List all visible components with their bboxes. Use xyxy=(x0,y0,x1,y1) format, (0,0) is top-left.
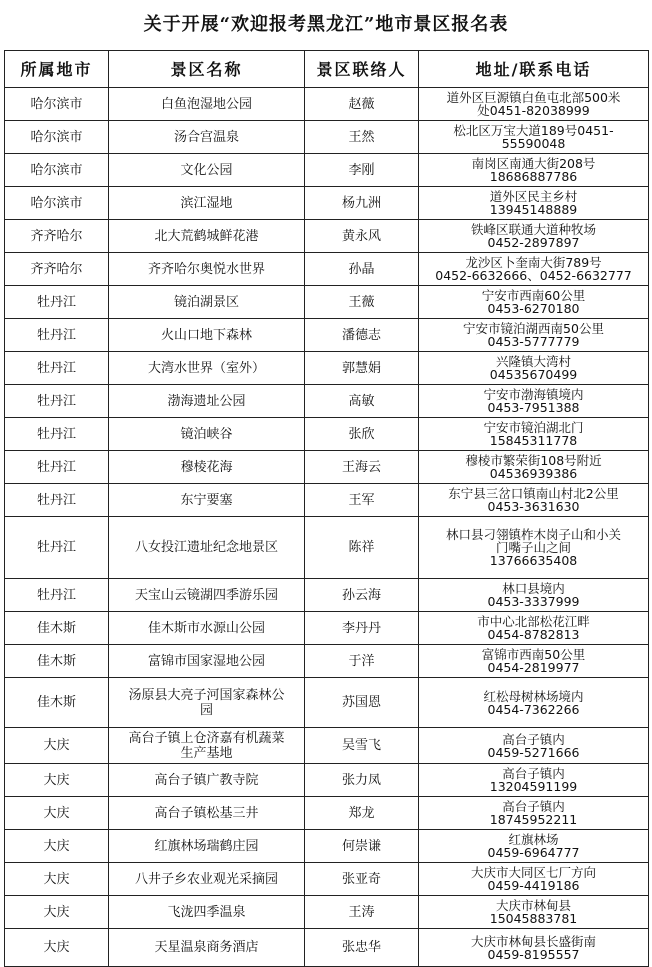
cell-scenic-name xyxy=(109,797,305,830)
cell-address-phone xyxy=(419,612,649,645)
cell-city: 齐齐哈尔 xyxy=(5,220,109,253)
cell-scenic-name xyxy=(109,352,305,385)
address-line: 富锦市西南50公里 xyxy=(481,647,586,662)
cell-scenic-name xyxy=(109,612,305,645)
cell-city: 牡丹江 xyxy=(5,385,109,418)
cell-city: 大庆 xyxy=(5,764,109,797)
scenic-name-line: 八井子乡农业观光采摘园 xyxy=(134,871,278,887)
address-line: 0453-3631630 xyxy=(487,499,580,514)
address-line: 13766635408 xyxy=(489,553,578,568)
cell-scenic-name xyxy=(109,319,305,352)
cell-scenic-name xyxy=(109,220,305,253)
cell-city: 大庆 xyxy=(5,863,109,896)
table-body xyxy=(5,88,649,967)
cell-contact: 李丹丹 xyxy=(305,612,419,645)
table-row xyxy=(5,154,649,187)
scenic-name-line: 富锦市国家湿地公园 xyxy=(147,653,265,669)
header-scenic-name: 景区名称 xyxy=(109,51,305,88)
page-title: 关于开展“欢迎报考黑龙江”地市景区报名表 xyxy=(143,14,509,35)
cell-address-phone xyxy=(419,764,649,797)
cell-scenic-name xyxy=(109,896,305,929)
cell-city: 牡丹江 xyxy=(5,579,109,612)
scenic-name-line: 生产基地 xyxy=(180,745,233,761)
cell-scenic-name xyxy=(109,929,305,967)
cell-scenic-name xyxy=(109,154,305,187)
address-line: 0459-8195557 xyxy=(487,946,580,962)
scenic-name-line: 镜泊湖景区 xyxy=(173,294,239,310)
cell-city: 大庆 xyxy=(5,728,109,764)
table-row xyxy=(5,484,649,517)
cell-address-phone xyxy=(419,645,649,678)
address-line: 高台子镇内 xyxy=(502,799,565,814)
cell-address-phone xyxy=(419,352,649,385)
address-line: 大庆市大同区七厂方向 xyxy=(470,865,596,880)
cell-contact: 李刚 xyxy=(305,154,419,187)
table-row xyxy=(5,612,649,645)
address-line: 穆棱市繁荣街108号附近 xyxy=(465,453,602,468)
cell-city: 大庆 xyxy=(5,797,109,830)
scenic-name-line: 渤海遗址公园 xyxy=(167,393,246,409)
cell-contact: 潘德志 xyxy=(305,319,419,352)
scenic-name-line: 飞泷四季温泉 xyxy=(167,904,246,920)
cell-city: 大庆 xyxy=(5,830,109,863)
cell-contact: 郭慧娟 xyxy=(305,352,419,385)
address-line: 04536939386 xyxy=(489,466,578,481)
cell-scenic-name xyxy=(109,451,305,484)
cell-city: 牡丹江 xyxy=(5,517,109,579)
cell-city: 大庆 xyxy=(5,929,109,967)
cell-scenic-name xyxy=(109,121,305,154)
cell-scenic-name xyxy=(109,253,305,286)
registration-table xyxy=(4,50,649,967)
address-line: 红旗林场 xyxy=(508,832,559,847)
cell-address-phone xyxy=(419,896,649,929)
table-row xyxy=(5,220,649,253)
cell-contact: 何崇谦 xyxy=(305,830,419,863)
scenic-name-line: 园 xyxy=(199,702,213,718)
scenic-name-line: 天星温泉商务酒店 xyxy=(154,940,259,955)
scenic-name-line: 八女投江遗址纪念地景区 xyxy=(134,540,278,555)
cell-contact: 孙晶 xyxy=(305,253,419,286)
table-row xyxy=(5,253,649,286)
cell-address-phone xyxy=(419,121,649,154)
table-row xyxy=(5,385,649,418)
cell-scenic-name xyxy=(109,579,305,612)
cell-contact: 高敏 xyxy=(305,385,419,418)
address-line: 13945148889 xyxy=(489,202,578,217)
table-row xyxy=(5,645,649,678)
address-line: 铁峰区联通大道种牧场 xyxy=(470,222,596,237)
cell-address-phone xyxy=(419,863,649,896)
cell-contact: 王涛 xyxy=(305,896,419,929)
table-row xyxy=(5,88,649,121)
table-row xyxy=(5,728,649,764)
scenic-name-line: 滨江湿地 xyxy=(180,195,233,211)
cell-city: 牡丹江 xyxy=(5,484,109,517)
cell-contact: 杨九洲 xyxy=(305,187,419,220)
scenic-name-line: 汤原县大亮子河国家森林公 xyxy=(128,687,285,703)
scenic-name-line: 高台子镇松基三井 xyxy=(154,805,259,821)
scenic-name-line: 北大荒鹤城鲜花港 xyxy=(154,228,259,244)
address-line: 松北区万宝大道189号0451- xyxy=(453,123,614,138)
cell-address-phone xyxy=(419,319,649,352)
cell-scenic-name xyxy=(109,286,305,319)
cell-contact: 王然 xyxy=(305,121,419,154)
address-line: 0453-6270180 xyxy=(487,301,580,316)
address-line: 高台子镇内 xyxy=(502,766,565,781)
cell-address-phone xyxy=(419,154,649,187)
cell-address-phone xyxy=(419,253,649,286)
header-city: 所属地市 xyxy=(5,51,109,88)
cell-address-phone xyxy=(419,385,649,418)
cell-address-phone xyxy=(419,418,649,451)
address-line: 大庆市林甸县 xyxy=(495,898,571,913)
cell-address-phone xyxy=(419,88,649,121)
cell-contact: 吴雪飞 xyxy=(305,728,419,764)
cell-address-phone xyxy=(419,286,649,319)
cell-contact: 孙云海 xyxy=(305,579,419,612)
cell-address-phone xyxy=(419,678,649,728)
address-line: 0453-3337999 xyxy=(487,594,580,609)
table-row xyxy=(5,121,649,154)
address-line: 宁安市西南60公里 xyxy=(481,288,586,303)
cell-city: 佳木斯 xyxy=(5,612,109,645)
cell-city: 哈尔滨市 xyxy=(5,121,109,154)
address-line: 东宁县三岔口镇南山村北2公里 xyxy=(448,486,619,501)
address-line: 门嘴子山之间 xyxy=(495,540,571,555)
scenic-name-line: 火山口地下森林 xyxy=(160,327,252,343)
cell-contact: 赵薇 xyxy=(305,88,419,121)
cell-scenic-name xyxy=(109,418,305,451)
table-row xyxy=(5,286,649,319)
cell-scenic-name xyxy=(109,830,305,863)
table-row xyxy=(5,517,649,579)
cell-scenic-name xyxy=(109,187,305,220)
cell-address-phone xyxy=(419,484,649,517)
address-line: 南岗区南通大街208号 xyxy=(471,156,596,171)
address-line: 林口县境内 xyxy=(502,581,565,596)
cell-city: 齐齐哈尔 xyxy=(5,253,109,286)
address-line: 55590048 xyxy=(501,136,566,151)
table-header-row xyxy=(5,51,649,88)
address-line: 道外区民主乡村 xyxy=(489,189,578,204)
table-row xyxy=(5,929,649,967)
scenic-name-line: 文化公园 xyxy=(180,162,233,178)
address-line: 大庆市林甸县长盛街南 xyxy=(470,933,596,949)
address-line: 林口县刁翎镇柞木岗子山和小关 xyxy=(445,527,621,542)
cell-contact: 张欣 xyxy=(305,418,419,451)
cell-contact: 张忠华 xyxy=(305,929,419,967)
cell-scenic-name xyxy=(109,863,305,896)
address-line: 0459-4419186 xyxy=(487,878,580,893)
address-line: 市中心北部松花江畔 xyxy=(477,614,590,629)
scenic-name-line: 大湾水世界（室外） xyxy=(147,360,265,376)
address-line: 高台子镇内 xyxy=(502,731,565,747)
address-line: 0453-7951388 xyxy=(487,400,580,415)
scenic-name-line: 佳木斯市水源山公园 xyxy=(147,620,265,636)
table-row xyxy=(5,418,649,451)
address-line: 0459-6964777 xyxy=(487,845,580,860)
cell-address-phone xyxy=(419,579,649,612)
cell-contact: 郑龙 xyxy=(305,797,419,830)
cell-scenic-name xyxy=(109,484,305,517)
cell-scenic-name xyxy=(109,88,305,121)
table-row xyxy=(5,319,649,352)
cell-address-phone xyxy=(419,517,649,579)
cell-address-phone xyxy=(419,187,649,220)
address-line: 0454-8782813 xyxy=(487,627,580,642)
address-line: 15045883781 xyxy=(489,911,578,926)
cell-address-phone xyxy=(419,797,649,830)
address-line: 18686887786 xyxy=(489,169,578,184)
cell-city: 佳木斯 xyxy=(5,678,109,728)
cell-address-phone xyxy=(419,929,649,967)
cell-city: 佳木斯 xyxy=(5,645,109,678)
table-row xyxy=(5,451,649,484)
scenic-name-line: 汤合宫温泉 xyxy=(173,129,239,145)
address-line: 红松母树林场境内 xyxy=(483,688,584,704)
cell-scenic-name xyxy=(109,764,305,797)
table-row xyxy=(5,187,649,220)
address-line: 道外区巨源镇白鱼屯北部500米 xyxy=(446,90,621,105)
cell-address-phone xyxy=(419,220,649,253)
table-row xyxy=(5,352,649,385)
cell-city: 牡丹江 xyxy=(5,352,109,385)
cell-contact: 王海云 xyxy=(305,451,419,484)
table-row xyxy=(5,797,649,830)
address-line: 宁安市渤海镇境内 xyxy=(483,387,584,402)
cell-contact: 于洋 xyxy=(305,645,419,678)
table-row xyxy=(5,863,649,896)
table-row xyxy=(5,830,649,863)
address-line: 0454-7362266 xyxy=(487,701,580,717)
cell-city: 哈尔滨市 xyxy=(5,187,109,220)
address-line: 0454-2819977 xyxy=(487,660,580,675)
cell-contact: 陈祥 xyxy=(305,517,419,579)
scenic-name-line: 东宁要塞 xyxy=(180,492,233,508)
cell-contact: 苏国恩 xyxy=(305,678,419,728)
cell-scenic-name xyxy=(109,385,305,418)
scenic-name-line: 红旗林场瑞鹤庄园 xyxy=(154,838,259,854)
cell-contact: 黄永风 xyxy=(305,220,419,253)
address-line: 处0451-82038999 xyxy=(477,103,590,118)
cell-city: 牡丹江 xyxy=(5,418,109,451)
scenic-name-line: 齐齐哈尔奥悦水世界 xyxy=(147,261,265,277)
scenic-name-line: 镜泊峡谷 xyxy=(180,426,233,442)
address-line: 0452-2897897 xyxy=(487,235,580,250)
address-line: 兴隆镇大湾村 xyxy=(495,354,571,369)
header-address-phone: 地址/联系电话 xyxy=(419,51,649,88)
cell-address-phone xyxy=(419,830,649,863)
cell-city: 牡丹江 xyxy=(5,451,109,484)
cell-city: 牡丹江 xyxy=(5,319,109,352)
address-line: 18745952211 xyxy=(489,812,578,827)
scenic-name-line: 白鱼泡湿地公园 xyxy=(160,96,252,112)
cell-contact: 张亚奇 xyxy=(305,863,419,896)
cell-scenic-name xyxy=(109,645,305,678)
header-contact: 景区联络人 xyxy=(305,51,419,88)
address-line: 04535670499 xyxy=(489,367,578,382)
cell-address-phone xyxy=(419,451,649,484)
cell-contact: 王军 xyxy=(305,484,419,517)
cell-contact: 王薇 xyxy=(305,286,419,319)
table-row xyxy=(5,579,649,612)
scenic-name-line: 穆棱花海 xyxy=(180,459,233,475)
address-line: 宁安市镜泊湖西南50公里 xyxy=(463,321,604,336)
address-line: 0453-5777779 xyxy=(487,334,580,349)
cell-address-phone xyxy=(419,728,649,764)
table-row xyxy=(5,678,649,728)
cell-scenic-name xyxy=(109,678,305,728)
cell-scenic-name xyxy=(109,517,305,579)
table-row xyxy=(5,764,649,797)
cell-scenic-name xyxy=(109,728,305,764)
address-line: 13204591199 xyxy=(489,779,578,794)
scenic-name-line: 高台子镇广教寺院 xyxy=(154,772,259,788)
cell-city: 哈尔滨市 xyxy=(5,88,109,121)
cell-city: 哈尔滨市 xyxy=(5,154,109,187)
scenic-name-line: 高台子镇上仓济嘉有机蔬菜 xyxy=(128,730,285,746)
cell-contact: 张力凤 xyxy=(305,764,419,797)
scenic-name-line: 天宝山云镜湖四季游乐园 xyxy=(134,587,278,603)
address-line: 0459-5271666 xyxy=(487,744,580,760)
cell-city: 大庆 xyxy=(5,896,109,929)
address-line: 龙沙区卜奎南大街789号 xyxy=(465,255,602,270)
address-line: 宁安市镜泊湖北门 xyxy=(483,420,584,435)
address-line: 0452-6632666、0452-6632777 xyxy=(435,268,632,283)
table-row xyxy=(5,896,649,929)
cell-city: 牡丹江 xyxy=(5,286,109,319)
address-line: 15845311778 xyxy=(489,433,578,448)
